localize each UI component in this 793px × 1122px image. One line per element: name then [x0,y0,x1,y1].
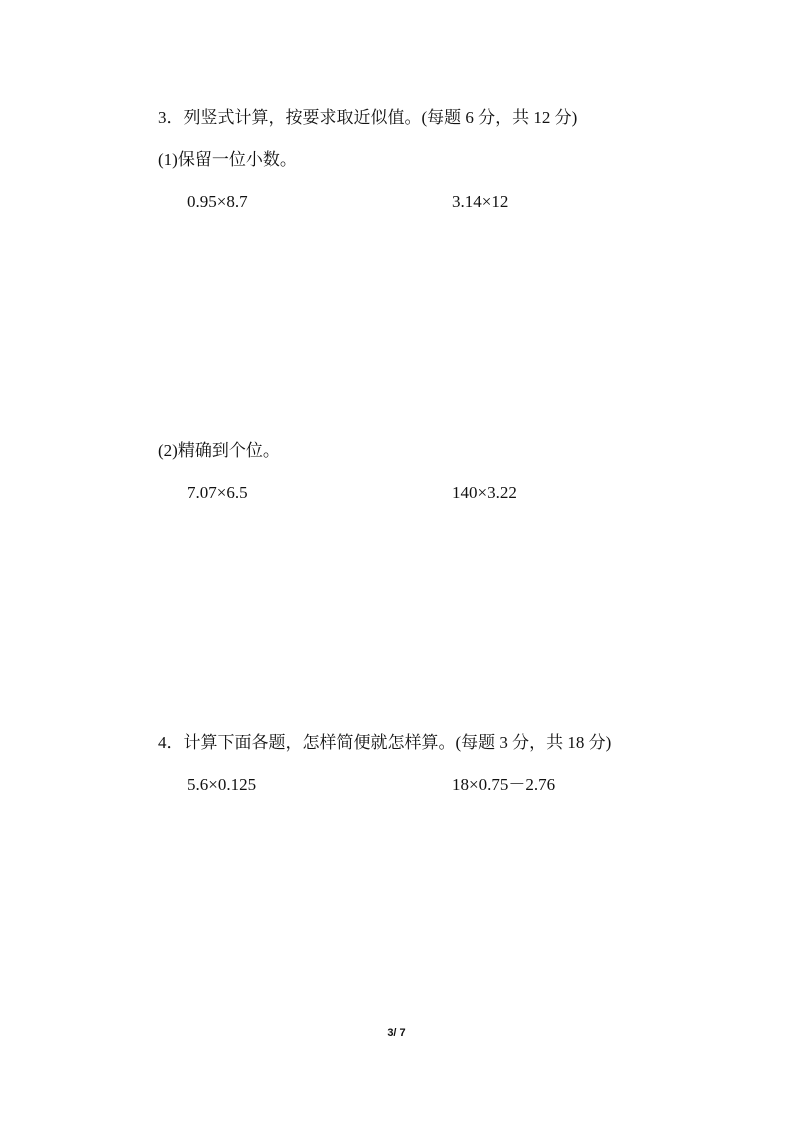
problem-4: 140×3.22 [452,483,517,502]
problem-5: 5.6×0.125 [187,775,257,794]
problem-2: 3.14×12 [452,192,509,211]
page-number: 3/ 7 [387,1027,406,1039]
problem-1: 0.95×8.7 [187,192,248,211]
question-3-title: 3．列竖式计算，按要求取近似值。(每题 6 分，共 12 分) [158,108,578,127]
question-3-part-2-label: (2)精确到个位。 [158,441,280,460]
question-4-title: 4．计算下面各题，怎样简便就怎样算。(每题 3 分，共 18 分) [158,733,612,752]
problem-6: 18×0.75－2.76 [452,775,556,794]
question-3-part-1-label: (1)保留一位小数。 [158,150,297,169]
problem-3: 7.07×6.5 [187,483,248,502]
